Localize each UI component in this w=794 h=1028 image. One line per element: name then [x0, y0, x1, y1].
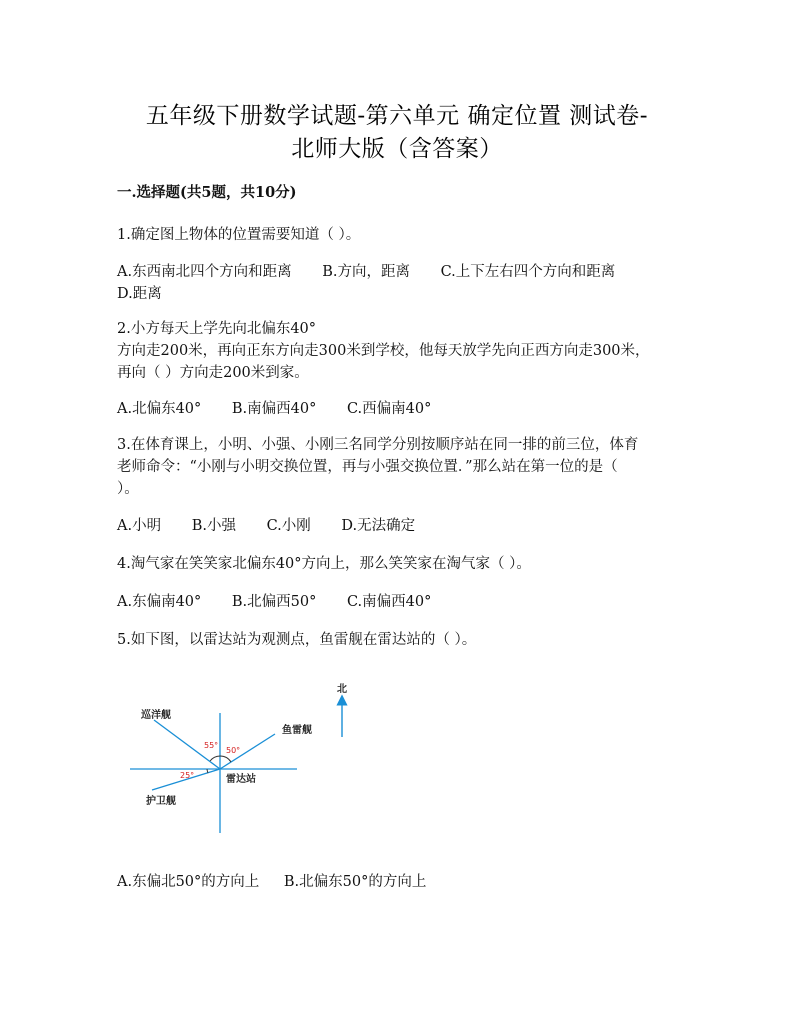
q4-option-b: B.北偏西50°	[231, 594, 317, 610]
cruiser-label: 巡洋舰	[141, 710, 171, 721]
angle-arc-55	[210, 756, 220, 761]
q4-option-c: C.南偏西40°	[346, 594, 432, 610]
q2-option-b: B.南偏西40°	[231, 401, 317, 417]
doc-title-line2: 北师大版（含答案）	[291, 136, 503, 162]
question-2-line1: 2.小方每天上学先向北偏东40°	[117, 321, 317, 337]
q1-option-c: C.上下左右四个方向和距离	[440, 264, 616, 280]
q2-option-a: A.北偏东40°	[117, 401, 202, 417]
angle-label-50: 50°	[226, 746, 241, 755]
question-5-stem: 5.如下图，以雷达站为观测点，鱼雷舰在雷达站的（ ）。	[117, 632, 477, 648]
q5-option-a: A.东偏北50°的方向上	[117, 874, 260, 890]
torpedo-label: 鱼雷舰	[282, 725, 312, 736]
q5-option-b: B.北偏东50°的方向上	[283, 874, 427, 890]
q3-option-b: B.小强	[191, 518, 236, 534]
radar-label: 雷达站	[226, 774, 256, 785]
q1-option-d: D.距离	[117, 286, 162, 302]
escort-label: 护卫舰	[146, 796, 176, 807]
question-4-stem: 4.淘气家在笑笑家北偏东40°方向上，那么笑笑家在淘气家（ ）。	[117, 556, 531, 572]
question-3-line1: 3.在体育课上，小明、小强、小刚三名同学分别按顺序站在同一排的前三位，体育	[117, 437, 639, 453]
question-2-line3: 再向（ ）方向走200米到家。	[117, 365, 309, 381]
q1-option-a: A.东西南北四个方向和距离	[117, 264, 292, 280]
question-2-line2: 方向走200米，再向正东方向走300米到学校，他每天放学先向正西方向走300米，	[117, 343, 650, 359]
angle-arc-50	[220, 756, 231, 762]
q2-option-c: C.西偏南40°	[346, 401, 432, 417]
angle-label-55: 55°	[204, 741, 219, 750]
question-3-line3: ）。	[117, 481, 139, 497]
north-label: 北	[337, 684, 347, 695]
q1-option-b: B.方向，距离	[322, 264, 410, 280]
q3-option-a: A.小明	[117, 518, 162, 534]
q3-option-d: D.无法确定	[341, 518, 416, 534]
q4-option-a: A.东偏南40°	[117, 594, 202, 610]
section-heading: 一.选择题(共5题，共10分)	[117, 184, 297, 201]
question-1-stem: 1.确定图上物体的位置需要知道（ ）。	[117, 227, 361, 243]
doc-title-line1: 五年级下册数学试题-第六单元 确定位置 测试卷-	[145, 103, 649, 129]
q3-option-c: C.小刚	[266, 518, 311, 534]
angle-label-25: 25°	[180, 771, 195, 780]
question-5-options	[117, 871, 687, 893]
question-3-line2: 老师命令：“小刚与小明交换位置，再与小强交换位置．”那么站在第一位的是（	[117, 459, 618, 475]
